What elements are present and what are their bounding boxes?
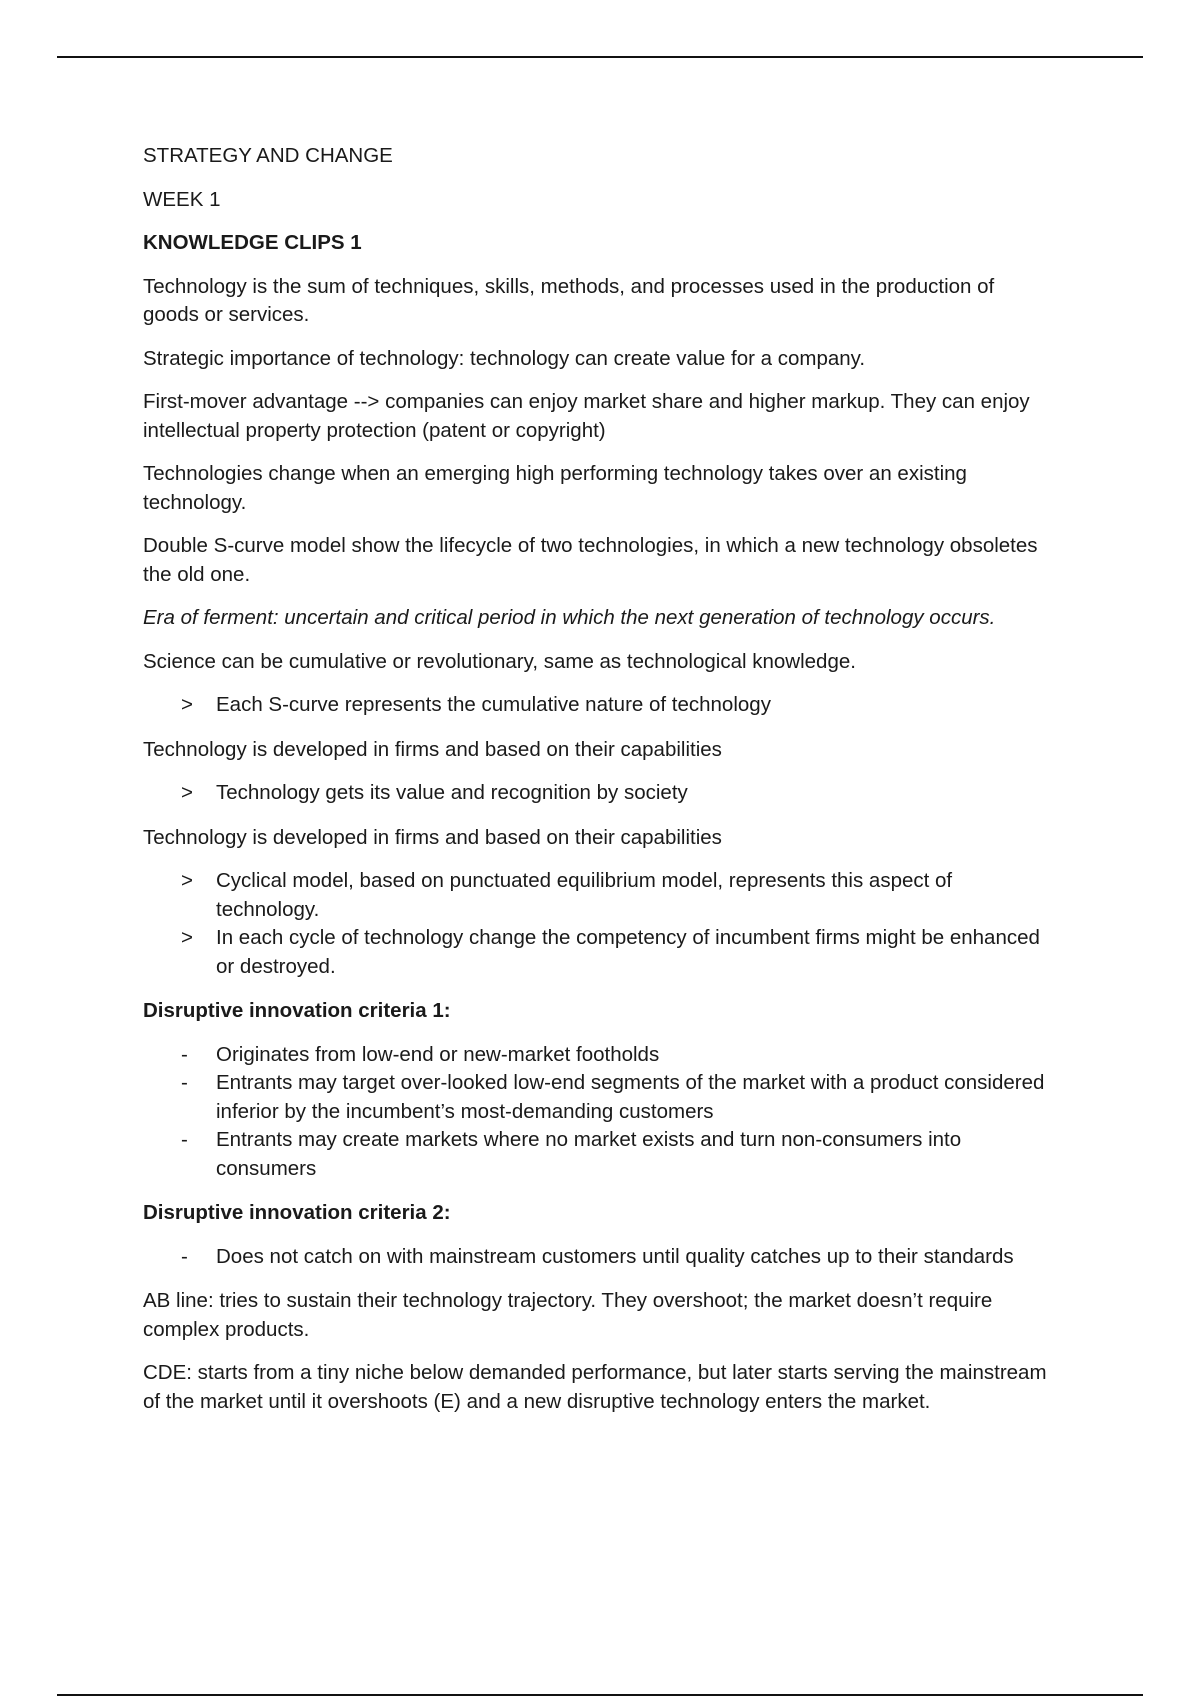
bullet-marker: > xyxy=(181,926,193,949)
list-item-text: In each cycle of technology change the competency of incumbent firms might be enhanced or destroyed. xyxy=(216,926,1040,978)
dash-marker: - xyxy=(181,1128,188,1151)
paragraph-era-of-ferment: Era of ferment: uncertain and critical period in which the next generation of technology occurs. xyxy=(143,606,996,629)
bullet-list-2 xyxy=(143,779,1048,808)
bottom-rule xyxy=(57,1694,1143,1696)
paragraph-first-mover: First-mover advantage --> companies can enjoy market share and higher markup. They can enjoy intellectual property protection (patent or copyright) xyxy=(143,390,1030,442)
dash-marker: - xyxy=(181,1244,188,1268)
dash-marker: - xyxy=(181,1042,188,1066)
list-item-text: Originates from low-end or new-market footholds xyxy=(216,1042,660,1066)
week-label: WEEK 1 xyxy=(143,187,221,211)
top-rule xyxy=(57,56,1143,58)
criteria-1-list xyxy=(143,1041,1048,1184)
section-heading: KNOWLEDGE CLIPS 1 xyxy=(143,231,362,254)
document-title: STRATEGY AND CHANGE xyxy=(143,144,393,167)
list-item xyxy=(143,1069,1048,1126)
list-item xyxy=(143,779,1048,808)
paragraph-cde: CDE: starts from a tiny niche below demanded performance, but later starts serving the mainstream of the market until it overshoots (E) and a new disruptive technology enters the market. xyxy=(143,1361,1047,1413)
paragraph-technology-definition: Technology is the sum of techniques, skills, methods, and processes used in the production of goods or services. xyxy=(143,274,995,326)
paragraph-double-s-curve: Double S-curve model show the lifecycle of two technologies, in which a new technology obsoletes the old one. xyxy=(143,534,1038,586)
criteria-2-list xyxy=(143,1243,1048,1272)
paragraph-strategic-importance: Strategic importance of technology: technology can create value for a company. xyxy=(143,346,866,370)
list-item-text: Technology gets its value and recognition by society xyxy=(216,781,688,804)
paragraph-technologies-change: Technologies change when an emerging high performing technology takes over an existing technology. xyxy=(143,462,967,514)
paragraph-science: Science can be cumulative or revolutionary, same as technological knowledge. xyxy=(143,649,856,673)
list-item-text: Each S-curve represents the cumulative nature of technology xyxy=(216,693,771,716)
list-item xyxy=(143,691,1048,720)
bullet-list-3 xyxy=(143,867,1048,981)
list-item xyxy=(143,1126,1048,1183)
criteria-2-heading: Disruptive innovation criteria 2: xyxy=(143,1201,451,1224)
bullet-marker: > xyxy=(181,781,193,804)
list-item-text: Entrants may target over-looked low-end segments of the market with a product considered inferior by the incumbent’s most-demanding customers xyxy=(216,1071,1045,1123)
bullet-marker: > xyxy=(181,693,193,716)
list-item xyxy=(143,1243,1048,1272)
bullet-list-1 xyxy=(143,691,1048,720)
list-item xyxy=(143,924,1048,981)
list-item-text: Entrants may create markets where no market exists and turn non-consumers into consumers xyxy=(216,1128,962,1180)
list-item xyxy=(143,1041,1048,1070)
criteria-1-heading: Disruptive innovation criteria 1: xyxy=(143,999,451,1022)
list-item-text: Does not catch on with mainstream customers until quality catches up to their standards xyxy=(216,1244,1014,1268)
dash-marker: - xyxy=(181,1071,188,1094)
list-item-text: Cyclical model, based on punctuated equilibrium model, represents this aspect of technology. xyxy=(216,869,953,921)
document-body xyxy=(143,142,1048,1431)
paragraph-developed-in-firms-2: Technology is developed in firms and based on their capabilities xyxy=(143,825,722,849)
paragraph-developed-in-firms-1: Technology is developed in firms and based on their capabilities xyxy=(143,737,722,761)
list-item xyxy=(143,867,1048,924)
paragraph-ab-line: AB line: tries to sustain their technology trajectory. They overshoot; the market doesn’t require complex products. xyxy=(143,1289,993,1341)
bullet-marker: > xyxy=(181,869,193,892)
